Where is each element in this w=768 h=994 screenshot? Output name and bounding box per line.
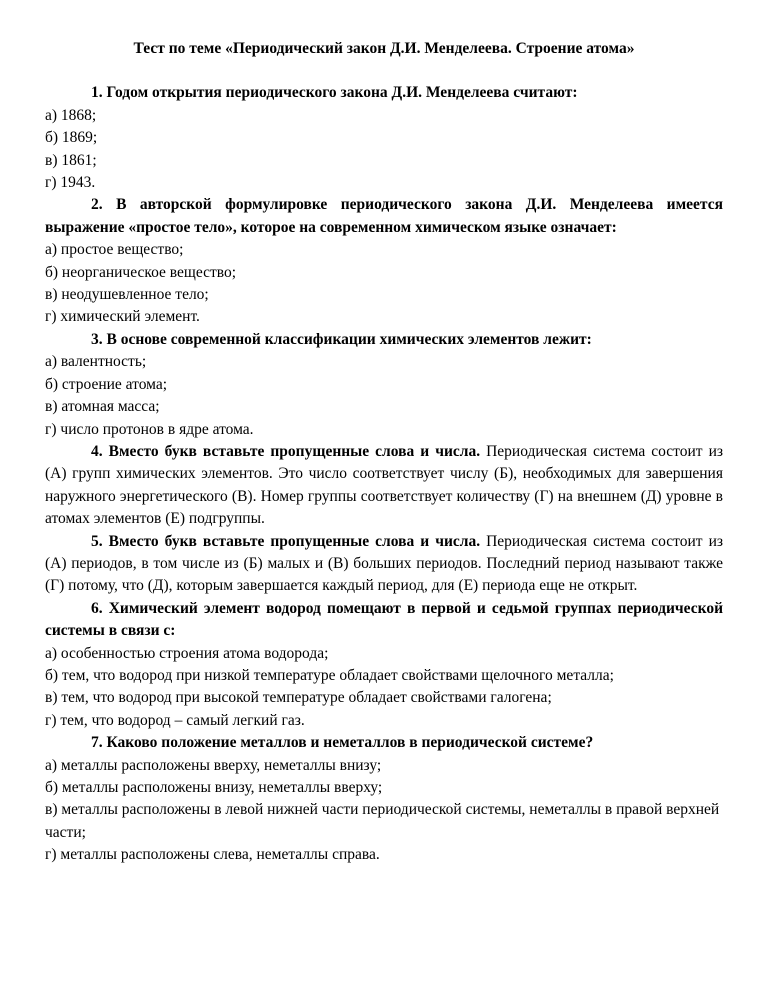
answer-option: г) металлы расположены слева, неметаллы справа. xyxy=(45,846,380,864)
answer-option: г) химический элемент. xyxy=(45,308,200,326)
question-text: Периодическая система состоит из (А) периодов, в том числе из (Б) малых и (В) больших периодов. Последний период называют также (Г) потому, что (Д), которым завершается каждый период, для (Е) периода еще не открыт. xyxy=(45,532,723,595)
question-prompt: 6. Химический элемент водород помещают в первой и седьмой группах периодической системы в связи с: xyxy=(45,599,723,640)
answer-option: а) особенностью строения атома водорода; xyxy=(45,644,329,662)
question-1 xyxy=(45,82,723,194)
answer-option: б) тем, что водород при низкой температуре обладает свойствами щелочного металла; xyxy=(45,666,614,684)
answer-option: в) металлы расположены в левой нижней части периодической системы, неметаллы в правой верхней части; xyxy=(45,801,720,841)
question-prompt: 5. Вместо букв вставьте пропущенные слова и числа. xyxy=(91,532,481,550)
question-3 xyxy=(45,329,723,441)
answer-option: в) атомная масса; xyxy=(45,398,160,416)
question-5 xyxy=(45,531,723,598)
question-prompt: 7. Каково положение металлов и неметаллов в периодической системе? xyxy=(91,734,594,752)
answer-option: б) металлы расположены внизу, неметаллы вверху; xyxy=(45,779,383,796)
question-stem xyxy=(45,732,723,754)
question-text: Периодическая система состоит из (А) групп химических элементов. Это число соответствует числу (Б), необходимых для завершения наружного энергетического (В). Номер группы соответствует количеству (Г) на внешнем (Д) уровне в атомах элементов (Е) подгруппы. xyxy=(45,442,723,528)
answer-option: а) 1868; xyxy=(45,106,97,124)
answer-option: г) тем, что водород – самый легкий газ. xyxy=(45,711,305,729)
answer-option: б) строение атома; xyxy=(45,375,168,393)
answer-option: а) валентность; xyxy=(45,353,147,371)
answer-option: г) 1943. xyxy=(45,174,96,192)
question-prompt: 2. В авторской формулировке периодического закона Д.И. Менделеева имеется выражение «простое тело», которое на современном химическом языке означает: xyxy=(45,196,723,236)
answer-option: а) металлы расположены вверху, неметаллы внизу; xyxy=(45,756,382,774)
question-stem xyxy=(45,194,723,239)
answer-option: в) тем, что водород при высокой температуре обладает свойствами галогена; xyxy=(45,689,552,707)
question-list xyxy=(45,82,723,866)
question-prompt: 3. В основе современной классификации химических элементов лежит: xyxy=(91,330,592,348)
question-prompt: 1. Годом открытия периодического закона Д.И. Менделеева считают: xyxy=(91,84,578,102)
question-6 xyxy=(45,598,723,732)
question-4 xyxy=(45,441,723,531)
answer-option: в) неодушевленное тело; xyxy=(45,286,209,304)
answer-option: г) число протонов в ядре атома. xyxy=(45,420,254,438)
question-stem xyxy=(45,329,723,351)
question-stem xyxy=(45,82,723,104)
question-stem xyxy=(45,441,723,531)
document-title: Тест по теме «Периодический закон Д.И. Менделеева. Строение атома» xyxy=(133,40,635,57)
answer-option: в) 1861; xyxy=(45,151,97,169)
question-stem xyxy=(45,598,723,643)
answer-option: б) неорганическое вещество; xyxy=(45,263,237,281)
question-prompt: 4. Вместо букв вставьте пропущенные слова и числа. xyxy=(91,442,481,460)
question-7 xyxy=(45,732,723,866)
answer-option: а) простое вещество; xyxy=(45,241,184,259)
question-2 xyxy=(45,194,723,328)
question-stem xyxy=(45,531,723,598)
answer-option: б) 1869; xyxy=(45,129,98,147)
